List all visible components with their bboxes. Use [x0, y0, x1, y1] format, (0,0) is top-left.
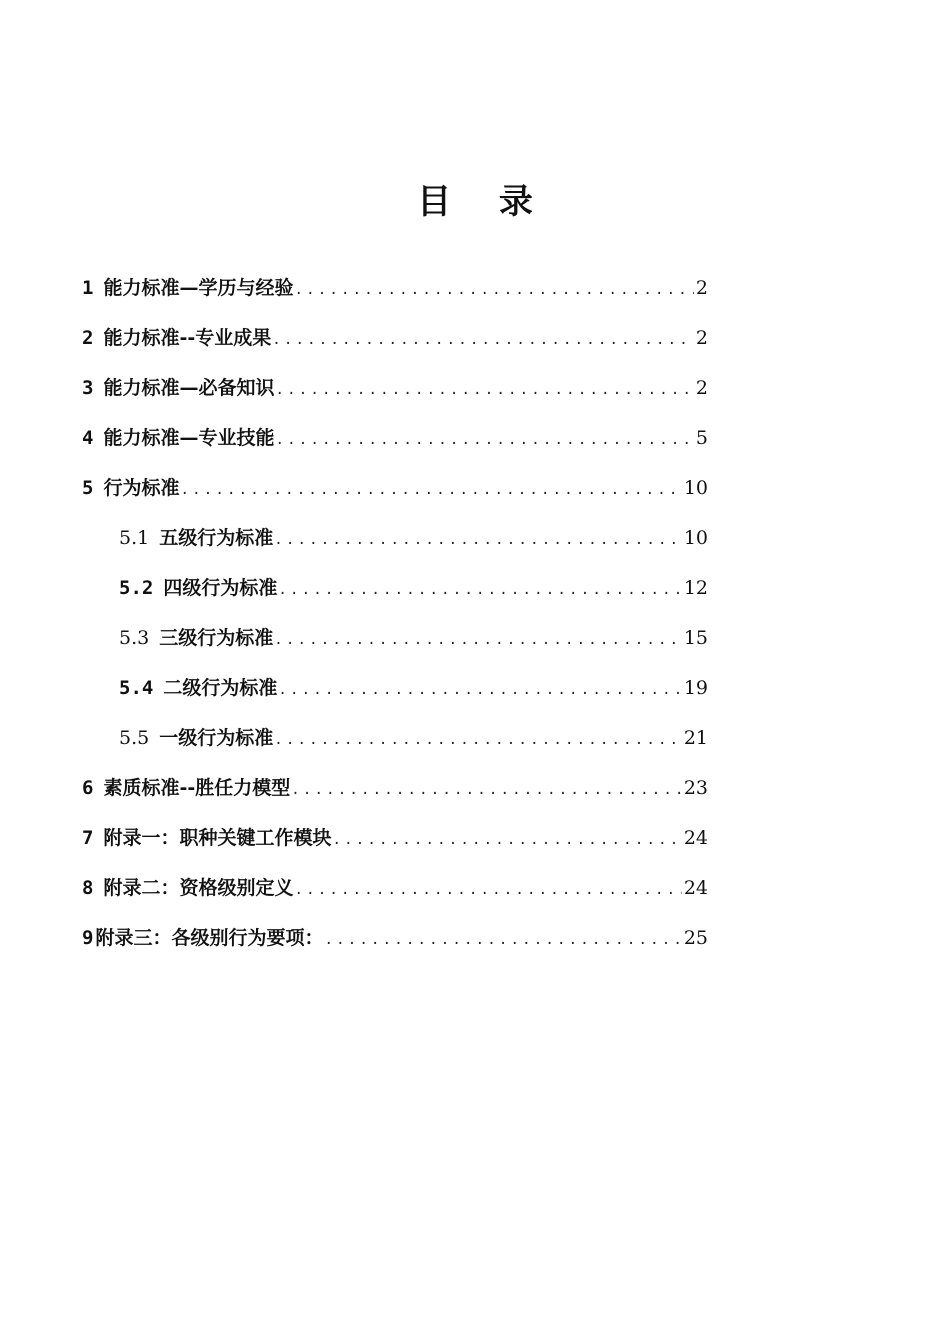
toc-entry-page: 5: [695, 427, 708, 449]
toc-entry-number: 8: [82, 877, 94, 899]
toc-entry-number: 3: [82, 377, 94, 399]
toc-entry-text: 能力标准—学历与经验: [103, 277, 294, 299]
toc-title: 目 录: [417, 182, 551, 222]
toc-entry-page: 10: [683, 477, 708, 499]
toc-entry-text: 素质标准--胜任力模型: [103, 777, 291, 799]
toc-entry-page: 23: [683, 777, 708, 799]
toc-entry[interactable]: [82, 368, 708, 418]
toc-dot-leader: [291, 770, 682, 810]
toc-entry-page: 25: [683, 927, 708, 949]
toc-dot-leader: [278, 670, 681, 710]
toc-dot-leader: [275, 370, 693, 410]
toc-entry[interactable]: [82, 418, 708, 468]
toc-entry[interactable]: [82, 268, 708, 318]
toc-entry-number: 7: [82, 827, 94, 849]
toc-entry-number: 5.4: [119, 677, 154, 699]
toc-dot-leader: [324, 920, 681, 960]
toc-entry-text: 五级行为标准: [159, 527, 274, 549]
toc-subentry[interactable]: [82, 568, 708, 618]
toc-entry-text: 三级行为标准: [159, 627, 274, 649]
toc-entry-text: 附录二：资格级别定义: [103, 877, 294, 899]
toc-entry-number: 1: [82, 277, 94, 299]
toc-entry-text: 附录一：职种关键工作模块: [103, 827, 332, 849]
toc-entry-page: 12: [683, 577, 708, 599]
toc-entry-page: 19: [683, 677, 708, 699]
toc-subentry[interactable]: [82, 668, 708, 718]
toc-entry-number: 2: [82, 327, 94, 349]
toc-entry[interactable]: [82, 318, 708, 368]
toc-dot-leader: [294, 270, 693, 310]
toc-entry-number: 5.3: [119, 627, 150, 649]
toc-dot-leader: [272, 320, 694, 360]
toc-entry-page: 10: [683, 527, 708, 549]
toc-entry[interactable]: [82, 468, 708, 518]
toc-subentry[interactable]: [82, 718, 708, 768]
toc-entry[interactable]: [82, 818, 708, 868]
toc-dot-leader: [274, 620, 682, 660]
toc-dot-leader: [180, 470, 681, 510]
toc-entry-text: 能力标准—专业技能: [103, 427, 275, 449]
toc-dot-leader: [332, 820, 681, 860]
toc-entry-page: 2: [695, 377, 708, 399]
toc-dot-leader: [294, 870, 681, 910]
toc-list: [82, 268, 708, 968]
toc-entry-text: 行为标准: [103, 477, 180, 499]
toc-entry-page: 15: [683, 627, 708, 649]
toc-dot-leader: [274, 720, 682, 760]
toc-entry-page: 21: [683, 727, 708, 749]
toc-dot-leader: [275, 420, 693, 460]
toc-entry[interactable]: [82, 918, 708, 968]
toc-entry-page: 2: [695, 327, 708, 349]
toc-entry-page: 2: [695, 277, 708, 299]
toc-entry[interactable]: [82, 768, 708, 818]
toc-entry-text: 四级行为标准: [163, 577, 278, 599]
toc-entry-number: 5.1: [119, 527, 150, 549]
toc-subentry[interactable]: [82, 518, 708, 568]
toc-entry-number: 5: [82, 477, 94, 499]
toc-entry-number: 9: [82, 927, 94, 949]
toc-entry-text: 一级行为标准: [159, 727, 274, 749]
toc-entry-text: 附录三：各级别行为要项：: [95, 927, 324, 949]
toc-entry-number: 6: [82, 777, 94, 799]
toc-dot-leader: [274, 520, 682, 560]
toc-dot-leader: [278, 570, 681, 610]
toc-entry-page: 24: [683, 877, 708, 899]
toc-subentry[interactable]: [82, 618, 708, 668]
toc-entry-number: 5.2: [119, 577, 154, 599]
toc-entry-number: 5.5: [119, 727, 150, 749]
toc-entry[interactable]: [82, 868, 708, 918]
toc-entry-text: 能力标准—必备知识: [103, 377, 275, 399]
toc-entry-number: 4: [82, 427, 94, 449]
toc-entry-text: 能力标准--专业成果: [103, 327, 272, 349]
toc-entry-page: 24: [683, 827, 708, 849]
toc-entry-text: 二级行为标准: [163, 677, 278, 699]
